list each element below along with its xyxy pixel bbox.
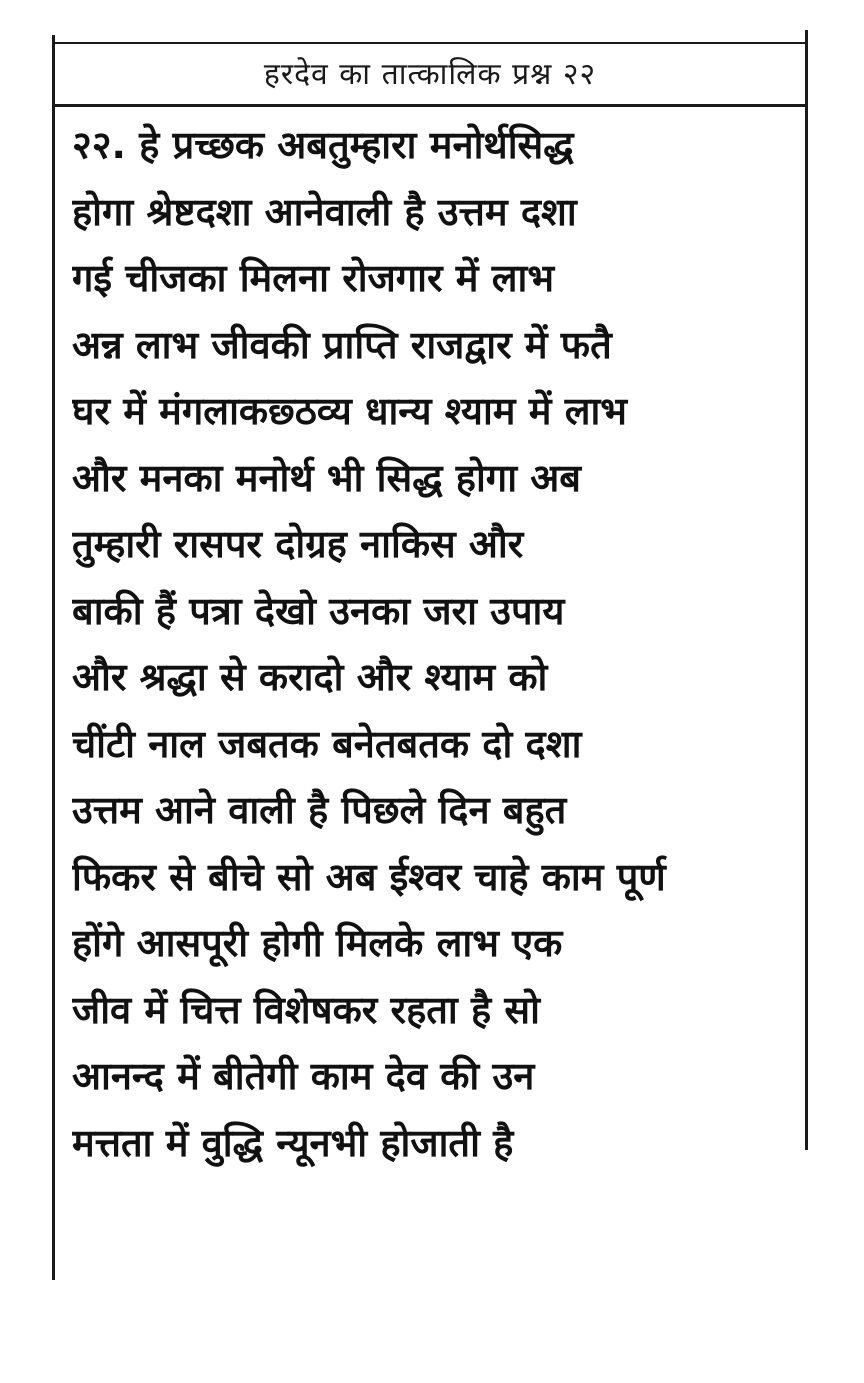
text-line: उत्तम आने वाली है पिछले दिन बहुत bbox=[72, 788, 567, 832]
text-line: घर में मंगलाकछ्ठव्य धान्य श्याम में लाभ bbox=[72, 389, 628, 433]
text-line: फिकर से बीचे सो अब ईश्वर चाहे काम पूर्ण bbox=[72, 854, 666, 899]
text-line: आनन्द में बीतेगी काम देव की उन bbox=[72, 1054, 535, 1098]
text-line: चींटी नाल जबतक बनेतबतक दो दशा bbox=[72, 721, 582, 766]
text-line: जीव में चित्त विशेषकर रहता है सो bbox=[72, 987, 540, 1032]
text-line: मत्तता में वुद्धि न्यूनभी होजाती है bbox=[72, 1120, 514, 1165]
header-divider-rule bbox=[52, 104, 808, 107]
text-line: अन्न लाभ जीवकी प्राप्ति राजद्वार में फतै bbox=[72, 322, 612, 367]
top-border-rule bbox=[52, 42, 808, 44]
text-line: तुम्हारी रासपर दोग्रह नाकिस और bbox=[72, 522, 524, 566]
text-line: बाकी हैं पत्रा देखो उनका जरा उपाय bbox=[72, 588, 565, 633]
text-line: और मनका मनोर्थ भी सिद्ध होगा अब bbox=[72, 455, 582, 500]
text-line: होंगे आसपूरी होगी मिलके लाभ एक bbox=[72, 921, 563, 965]
text-line: २२. हे प्रच्छक अबतुम्हारा मनोर्थसिद्ध bbox=[72, 123, 574, 167]
right-border-rule bbox=[805, 30, 808, 1150]
page-header-title: हरदेव का तात्कालिक प्रश्न २२ bbox=[263, 57, 597, 92]
text-line: होगा श्रेष्टदशा आनेवाली है उत्तम दशा bbox=[72, 189, 577, 234]
text-line: और श्रद्धा से करादो और श्याम को bbox=[72, 655, 548, 699]
text-line: गई चीजका मिलना रोजगार में लाभ bbox=[72, 256, 555, 300]
body-text-block bbox=[72, 112, 802, 1176]
left-border-rule bbox=[52, 35, 55, 1280]
